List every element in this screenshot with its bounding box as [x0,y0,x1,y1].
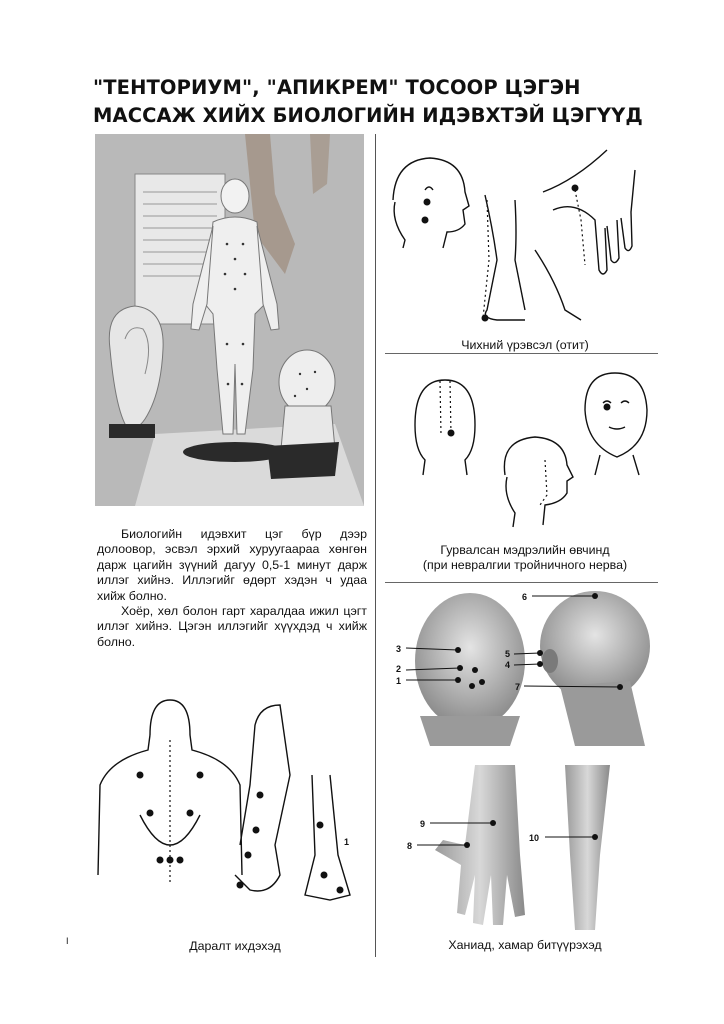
caption-trigeminal [400,543,650,573]
point-label-leg-1: 1 [344,837,350,847]
paragraph-2: Хоёр, хөл болон гарт харалдаа ижил цэгт иллэг хийнэ. Цэгэн иллэгийг хүүхдэд ч хийж болно. [97,604,367,649]
otitis-points-figure [385,140,645,330]
point-label-3: 3 [396,644,402,654]
divider-2 [385,582,658,583]
caption-trigeminal-line-2: (при невралгии тройничного нерва) [422,558,628,572]
face-points-figure [390,586,658,756]
point-label-6: 6 [522,592,528,602]
point-label-5: 5 [505,649,511,659]
point-label-8: 8 [407,841,413,851]
point-label-1: 1 [396,676,402,686]
divider-1 [385,353,658,354]
caption-trigeminal-line-1: Гурвалсан мэдрэлийн өвчинд [440,543,610,557]
point-label-4: 4 [505,660,511,670]
point-label-2: 2 [396,664,402,674]
point-label-9: 9 [420,819,426,829]
column-divider [375,134,376,957]
acupuncture-models-photo [95,134,364,506]
point-label-7: 7 [515,682,521,692]
caption-otitis: Чихний үрэвсэл (отит) [461,338,589,352]
instructions-text [97,527,367,650]
title-line-1: "ТЕНТОРИУМ", "АПИКРЕМ" ТОСООР ЦЭГЭН [93,76,581,99]
caption-pressure: Даралт ихдэхэд [189,939,281,953]
caption-cold: Ханиад, хамар битүүрэхэд [448,938,602,952]
page-number: I [66,936,69,946]
trigeminal-points-figure [395,365,660,535]
hand-leg-points-figure [395,765,657,935]
pressure-points-figure [80,695,370,935]
title-line-2: МАССАЖ ХИЙХ БИОЛОГИЙН ИДЭВХТЭЙ ЦЭГҮҮД [93,104,643,127]
page-title [93,74,693,130]
paragraph-1: Биологийн идэвхит цэг бүр дээр долоовор, эсвэл эрхий хуруугаараа хөнгөн дарж цагийн зүүний дагуу 0,5-1 минут дарж иллэг хийнэ. Иллэгийг өдөрт хэдэн ч удаа хийж болно. [97,527,367,603]
point-label-10: 10 [529,833,540,843]
